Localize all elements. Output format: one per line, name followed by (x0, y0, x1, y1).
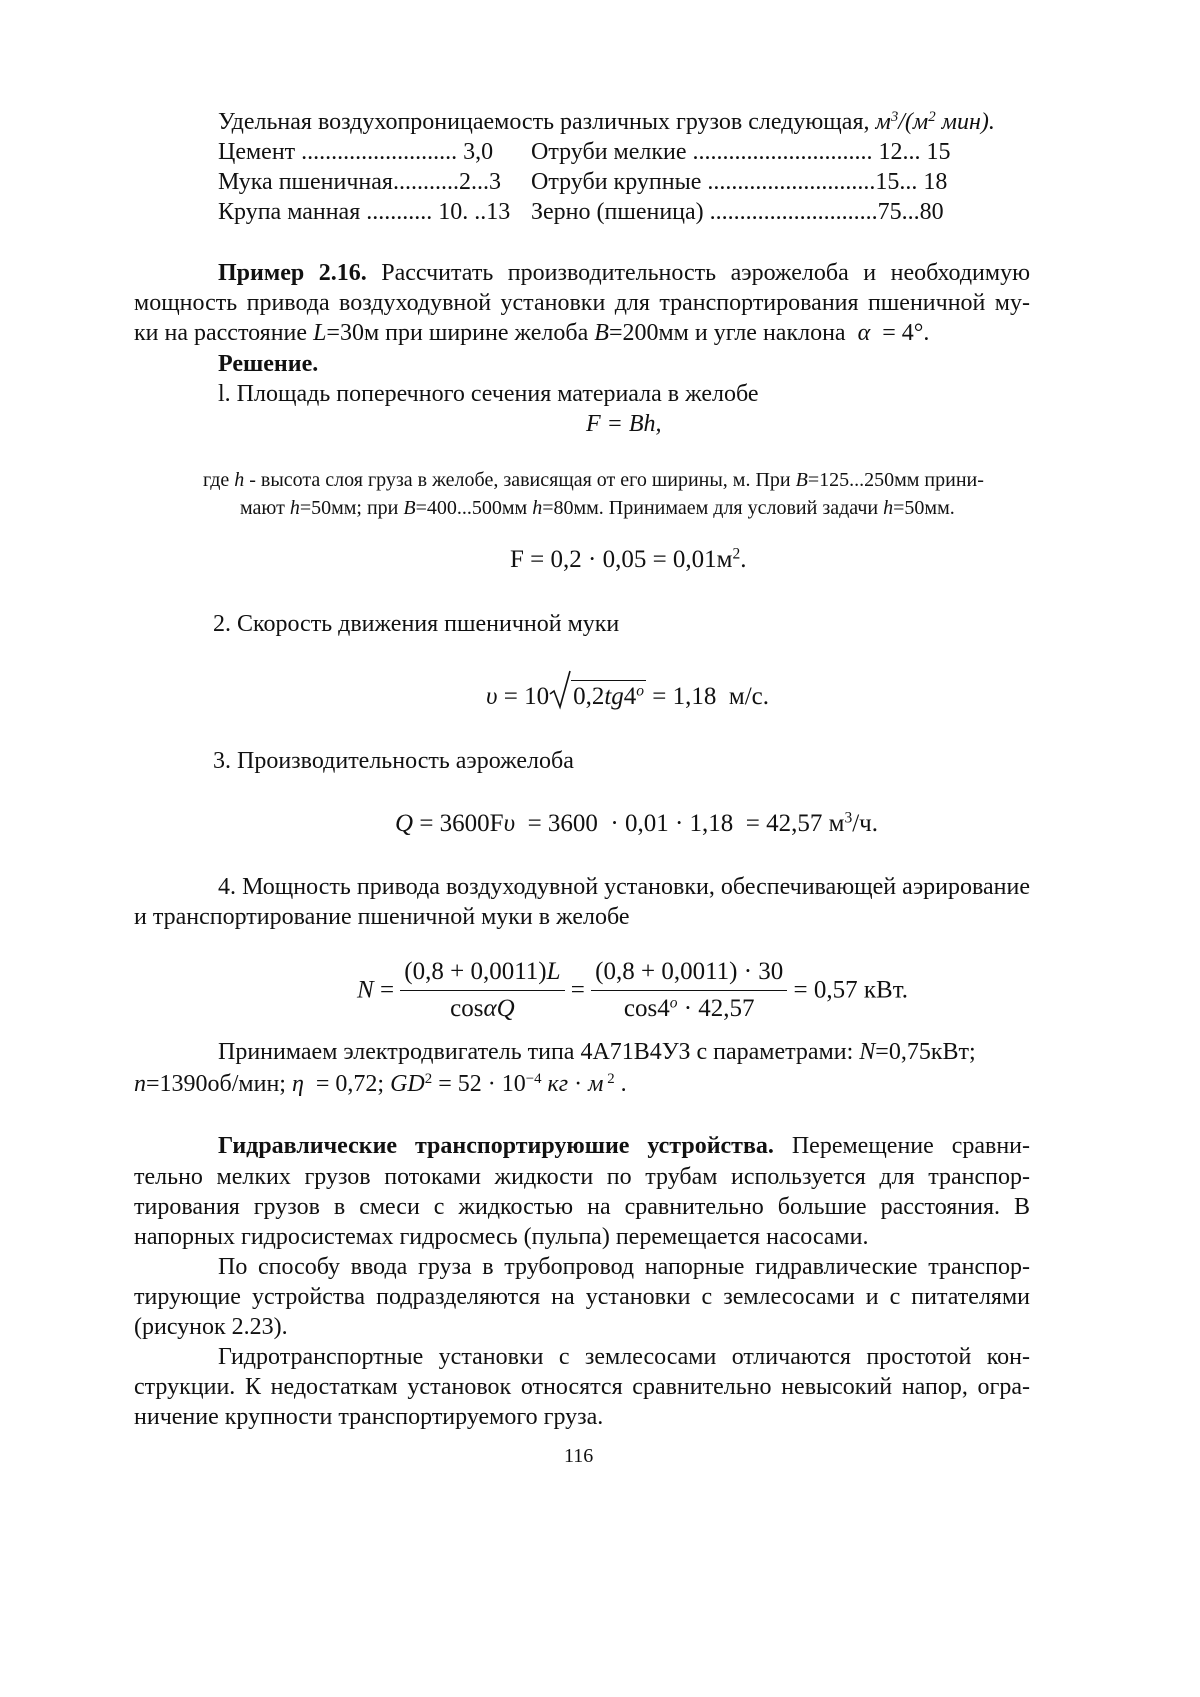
note-line: где h - высота слоя груза в желобе, зависящая от его ширины, м. При В=125...250мм прини- (203, 466, 984, 494)
permeability-row (218, 196, 944, 228)
equals-sign: = (571, 977, 585, 1004)
step-1-text: l. Площадь поперечного сечения материала в желобе (218, 378, 759, 410)
radical-sign-icon (549, 670, 571, 710)
square-root (549, 680, 646, 713)
permeability-row-right: Отруби мелкие .............................. 12... 15 (531, 136, 951, 168)
permeability-heading (218, 106, 995, 138)
hydraulic-line: струкции. К недостаткам установок относятся сравнительно невысокий напор, огра- (134, 1371, 1030, 1403)
example-title: Пример 2.16. (218, 260, 367, 286)
document-page (0, 0, 1200, 1697)
power-result: = 0,57 кВт. (794, 977, 908, 1004)
hydraulic-line (218, 1130, 1030, 1162)
hydraulic-line: ничение крупности транспортируемого груза. (134, 1401, 603, 1433)
formula-power (357, 958, 908, 1023)
formula-area-calculation: F = 0,2 · 0,05 = 0,01м2. (510, 544, 747, 576)
permeability-heading-text: Удельная воздухопроницаемость различных грузов следующая, (218, 109, 869, 135)
fraction-numerator: (0,8 + 0,0011) · 30 (591, 958, 787, 991)
power-lhs: N = (357, 977, 394, 1004)
permeability-row-right: Отруби крупные ............................15... 18 (531, 166, 947, 198)
step-2-text: 2. Скорость движения пшеничной муки (213, 608, 619, 640)
hydraulic-line: По способу ввода груза в трубопровод напорные гидравлические транспор- (218, 1251, 1030, 1283)
fraction-denominator: cosαQ (400, 991, 564, 1023)
example-line (218, 257, 1030, 289)
step-4-text: и транспортирование пшеничной муки в желобе (134, 901, 630, 933)
hydraulic-line: тирующие устройства подразделяются на установки с землесосами и с питателями (134, 1281, 1030, 1313)
formula-speed (486, 680, 769, 713)
permeability-row (218, 166, 947, 198)
hydraulic-line: напорных гидросистемах гидросмесь (пульпа) перемещается насосами. (134, 1221, 868, 1253)
note-line: мают h=50мм; при В=400...500мм h=80мм. Принимаем для условий задачи h=50мм. (240, 494, 955, 522)
speed-radicand: 0,2tg4o (571, 680, 646, 713)
power-fraction-general (400, 958, 564, 1023)
step-4-text: 4. Мощность привода воздуходувной установки, обеспечивающей аэрирование (218, 871, 1030, 903)
permeability-row-left: Цемент .......................... 3,0 (218, 136, 531, 168)
fraction-denominator: cos4o · 42,57 (591, 991, 787, 1023)
example-text: Рассчитать производительность аэрожелоба и необходимую (381, 260, 1030, 286)
motor-line: n=1390об/мин; η = 0,72; GD2 = 52 · 10−4 кг · м 2 . (134, 1068, 627, 1100)
solution-label-text: Решение. (218, 351, 318, 377)
example-line: ки на расстояние L=30м при ширине желоба В=200мм и угле наклона α = 4°. (134, 317, 929, 349)
hydraulic-line: (рисунок 2.23). (134, 1311, 288, 1343)
permeability-row-left: Крупа манная ........... 10. ..13 (218, 196, 531, 228)
formula-area: F = Bh, (586, 408, 662, 440)
hydraulic-line: Гидротранспортные установки с землесосами отличаются простотой кон- (218, 1341, 1030, 1373)
permeability-row-right: Зерно (пшеница) ............................75...80 (531, 196, 944, 228)
formula-productivity: Q = 3600Fυ = 3600 · 0,01 · 1,18 = 42,57 м3/ч. (395, 808, 878, 840)
hydraulic-line: тельно мелких грузов потоками жидкости по трубам используется для транспор- (134, 1161, 1030, 1193)
page-number: 116 (564, 1442, 593, 1470)
speed-lhs: υ = 10 (486, 683, 549, 710)
step-3-text: 3. Производительность аэрожелоба (213, 745, 574, 777)
permeability-row (218, 136, 951, 168)
speed-result: = 1,18 м/с. (652, 683, 769, 710)
permeability-unit: м3/(м2 мин). (875, 109, 994, 135)
permeability-row-left: Мука пшеничная...........2...3 (218, 166, 531, 198)
hydraulic-text: Перемещение сравни- (792, 1133, 1030, 1159)
example-line: мощность привода воздуходувной установки для транспортирования пшеничной му- (134, 287, 1030, 319)
solution-label (218, 348, 318, 380)
motor-line: Принимаем электродвигатель типа 4А71В4УЗ с параметрами: N=0,75кВт; (218, 1036, 976, 1068)
hydraulic-line: тирования грузов в смеси с жидкостью на сравнительно большие расстояния. В (134, 1191, 1030, 1223)
power-fraction-numeric (591, 958, 787, 1023)
fraction-numerator: (0,8 + 0,0011)L (400, 958, 564, 991)
hydraulic-title: Гидравлические транспортируюшие устройства. (218, 1133, 774, 1159)
